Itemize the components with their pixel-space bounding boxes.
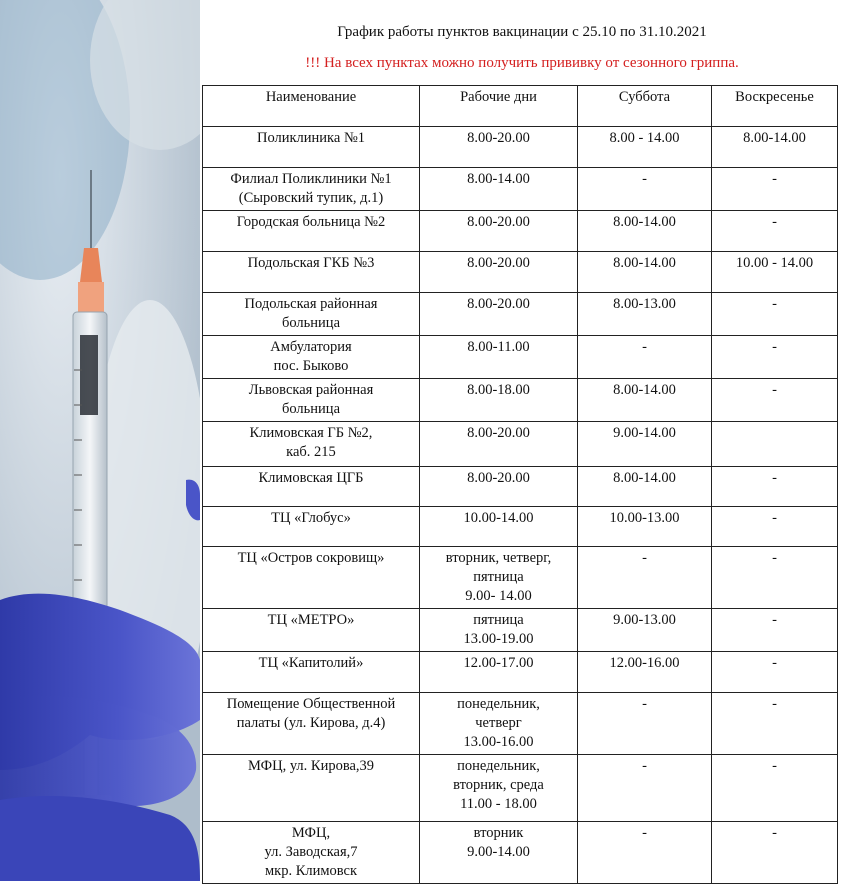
cell-sunday: - (712, 755, 838, 822)
cell-name (203, 755, 420, 822)
cell-saturday: - (578, 755, 712, 822)
cell-name-line: Городская больница №2 (236, 214, 386, 230)
cell-saturday: 10.00-13.00 (578, 507, 712, 547)
cell-weekdays-line: 8.00-20.00 (467, 130, 530, 146)
cell-name (203, 507, 420, 547)
cell-weekdays-line: 9.00-14.00 (467, 844, 530, 860)
column-header-saturday: Суббота (578, 86, 712, 127)
cell-name (203, 652, 420, 693)
cell-weekdays-line: 8.00-14.00 (467, 171, 530, 187)
cell-saturday: - (578, 822, 712, 884)
cell-name-line: Подольская ГКБ №3 (247, 255, 375, 271)
cell-sunday: - (712, 379, 838, 422)
cell-sunday: - (712, 507, 838, 547)
cell-weekdays (420, 379, 578, 422)
table-row (203, 127, 838, 168)
table-row (203, 293, 838, 336)
table-row (203, 755, 838, 822)
cell-name (203, 693, 420, 755)
cell-sunday: 8.00-14.00 (712, 127, 838, 168)
cell-weekdays (420, 507, 578, 547)
cell-weekdays (420, 293, 578, 336)
cell-name-line: Филиал Поликлиники №1 (230, 171, 392, 187)
table-row (203, 168, 838, 211)
table-body (203, 127, 838, 884)
column-header-name: Наименование (203, 86, 420, 127)
syringe-glove-illustration (0, 0, 200, 881)
table-row (203, 467, 838, 507)
table-row (203, 693, 838, 755)
table-header-row (203, 86, 838, 127)
cell-name (203, 127, 420, 168)
cell-name-line: МФЦ, (291, 825, 331, 841)
cell-saturday: 8.00-13.00 (578, 293, 712, 336)
cell-weekdays (420, 168, 578, 211)
cell-saturday: 8.00-14.00 (578, 211, 712, 252)
cell-name (203, 547, 420, 609)
cell-sunday: - (712, 693, 838, 755)
cell-saturday: 9.00-14.00 (578, 422, 712, 467)
cell-saturday: - (578, 693, 712, 755)
cell-weekdays-line: 11.00 - 18.00 (460, 796, 537, 812)
cell-name (203, 336, 420, 379)
cell-sunday: - (712, 168, 838, 211)
cell-name-line: ТЦ «Остров сокровищ» (237, 550, 385, 566)
cell-weekdays (420, 336, 578, 379)
cell-name (203, 822, 420, 884)
cell-name-line: палаты (ул. Кирова, д.4) (236, 715, 386, 731)
cell-weekdays (420, 822, 578, 884)
cell-weekdays-line: 8.00-20.00 (467, 425, 530, 441)
cell-weekdays-line: понедельник, (457, 696, 540, 712)
table-row (203, 822, 838, 884)
vaccination-schedule-table (202, 85, 838, 884)
vaccination-photo (0, 0, 200, 881)
cell-name-line: Помещение Общественной (226, 696, 396, 712)
cell-name (203, 168, 420, 211)
cell-sunday: - (712, 467, 838, 507)
cell-sunday: - (712, 547, 838, 609)
page-title: График работы пунктов вакцинации с 25.10 по 31.10.2021 (337, 24, 707, 40)
cell-weekdays-line: пятница (473, 612, 524, 628)
cell-weekdays (420, 127, 578, 168)
cell-name-line: Климовская ГБ №2, (249, 425, 373, 441)
cell-saturday: 12.00-16.00 (578, 652, 712, 693)
cell-name (203, 422, 420, 467)
cell-weekdays (420, 211, 578, 252)
cell-saturday: 8.00-14.00 (578, 467, 712, 507)
cell-sunday (712, 422, 838, 467)
cell-weekdays-line: 13.00-19.00 (463, 631, 534, 647)
cell-saturday: 8.00-14.00 (578, 252, 712, 293)
cell-name (203, 252, 420, 293)
cell-saturday: 9.00-13.00 (578, 609, 712, 652)
table-row (203, 547, 838, 609)
column-header-sunday: Воскресенье (712, 86, 838, 127)
cell-weekdays-line: 8.00-20.00 (467, 214, 530, 230)
table-row (203, 507, 838, 547)
cell-saturday: 8.00 - 14.00 (578, 127, 712, 168)
cell-name (203, 379, 420, 422)
cell-name-line: Подольская районная (244, 296, 378, 312)
cell-sunday: - (712, 609, 838, 652)
cell-weekdays-line: 8.00-18.00 (467, 382, 530, 398)
cell-name (203, 467, 420, 507)
cell-weekdays-line: пятница (473, 569, 524, 585)
cell-sunday: - (712, 336, 838, 379)
cell-weekdays (420, 467, 578, 507)
table-row (203, 252, 838, 293)
cell-name-line: Климовская ЦГБ (258, 470, 364, 486)
cell-weekdays-line: 9.00- 14.00 (465, 588, 532, 604)
cell-name-line: мкр. Климовск (264, 863, 358, 879)
cell-name (203, 293, 420, 336)
cell-name-line: Львовская районная (248, 382, 374, 398)
cell-weekdays-line: четверг (475, 715, 522, 731)
cell-weekdays (420, 609, 578, 652)
cell-name (203, 211, 420, 252)
cell-weekdays (420, 252, 578, 293)
cell-name-line: ТЦ «Глобус» (271, 510, 351, 526)
cell-name (203, 609, 420, 652)
table-row (203, 422, 838, 467)
cell-weekdays-line: 8.00-20.00 (467, 255, 530, 271)
cell-sunday: - (712, 211, 838, 252)
cell-name-line: каб. 215 (286, 444, 336, 460)
cell-weekdays-line: 8.00-20.00 (467, 296, 530, 312)
cell-name-line: Амбулатория (270, 339, 352, 355)
table-row (203, 336, 838, 379)
cell-name-line: ТЦ «Капитолий» (258, 655, 364, 671)
cell-weekdays-line: 12.00-17.00 (463, 655, 534, 671)
cell-sunday: - (712, 822, 838, 884)
table-row (203, 609, 838, 652)
column-header-weekdays: Рабочие дни (420, 86, 578, 127)
cell-name-line: пос. Быково (273, 358, 349, 374)
cell-weekdays (420, 652, 578, 693)
flu-notice: !!! На всех пунктах можно получить прививку от сезонного гриппа. (305, 55, 739, 71)
cell-weekdays (420, 755, 578, 822)
cell-weekdays-line: 8.00-11.00 (467, 339, 530, 355)
cell-name-line: ТЦ «МЕТРО» (267, 612, 355, 628)
cell-weekdays-line: понедельник, (457, 758, 540, 774)
cell-weekdays (420, 547, 578, 609)
cell-sunday: - (712, 293, 838, 336)
cell-name-line: (Сыровский тупик, д.1) (238, 190, 384, 206)
cell-name-line: ул. Заводская,7 (264, 844, 358, 860)
cell-name-line: больница (282, 401, 340, 417)
cell-weekdays (420, 422, 578, 467)
cell-saturday: - (578, 547, 712, 609)
cell-weekdays-line: 8.00-20.00 (467, 470, 530, 486)
cell-weekdays-line: вторник (473, 825, 524, 841)
cell-saturday: - (578, 336, 712, 379)
table-row (203, 211, 838, 252)
cell-name-line: Поликлиника №1 (256, 130, 366, 146)
table-row (203, 652, 838, 693)
table-row (203, 379, 838, 422)
cell-name-line: больница (282, 315, 340, 331)
cell-sunday: 10.00 - 14.00 (712, 252, 838, 293)
cell-weekdays-line: 13.00-16.00 (463, 734, 534, 750)
cell-weekdays-line: вторник, среда (453, 777, 544, 793)
cell-sunday: - (712, 652, 838, 693)
cell-saturday: 8.00-14.00 (578, 379, 712, 422)
cell-weekdays-line: 10.00-14.00 (463, 510, 534, 526)
cell-weekdays-line: вторник, четверг, (445, 550, 552, 566)
cell-saturday: - (578, 168, 712, 211)
cell-name-line: МФЦ, ул. Кирова,39 (247, 758, 375, 774)
cell-weekdays (420, 693, 578, 755)
